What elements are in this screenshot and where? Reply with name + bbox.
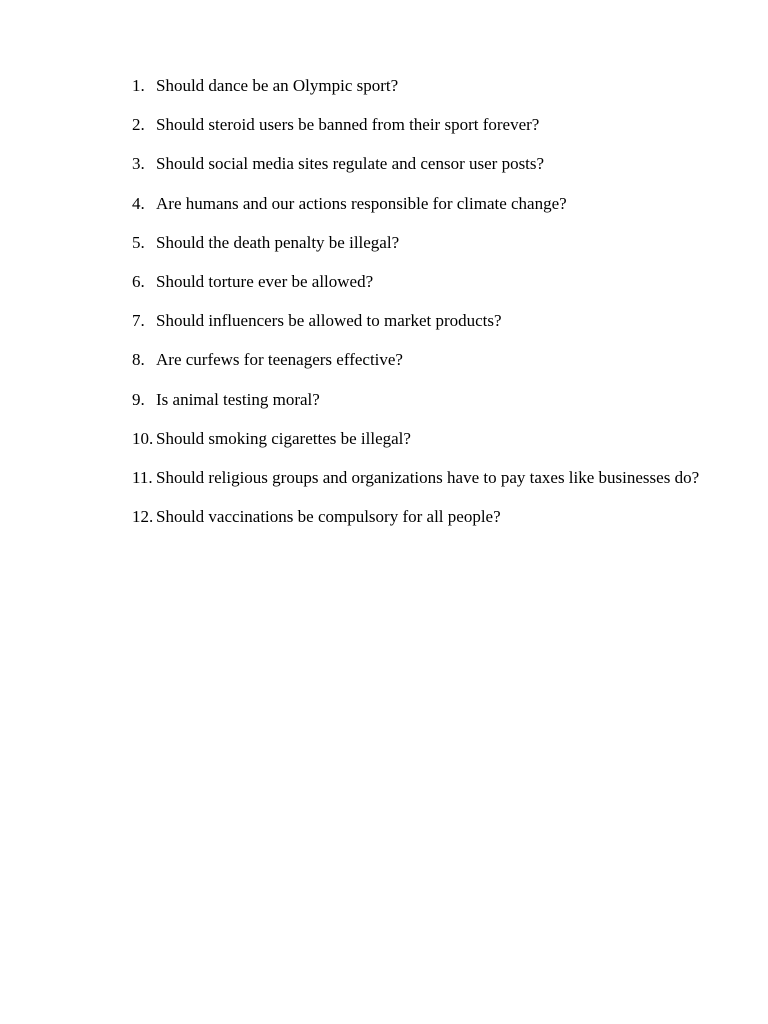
list-item [132, 262, 712, 301]
question-number: 4. [132, 193, 145, 213]
question-number: 1. [132, 76, 145, 95]
question-number: 10. [132, 428, 154, 448]
question-number: 2. [132, 115, 145, 135]
list-item [132, 458, 712, 497]
question-text: Should vaccinations be compulsory for all people? [156, 507, 501, 527]
list-item [132, 105, 712, 144]
question-number: 7. [132, 311, 145, 331]
question-text: Should religious groups and organizations have to pay taxes like businesses do? [156, 468, 700, 488]
question-text: Are curfews for teenagers effective? [156, 350, 403, 370]
question-number: 6. [132, 272, 145, 292]
list-item [132, 223, 712, 262]
question-text: Should dance be an Olympic sport? [156, 76, 399, 95]
question-list [132, 66, 712, 536]
list-item [132, 380, 712, 419]
question-number: 9. [132, 389, 145, 409]
list-item [132, 419, 712, 458]
question-number: 8. [132, 350, 145, 370]
list-item [132, 340, 712, 379]
question-text: Should the death penalty be illegal? [156, 232, 400, 252]
question-text: Should torture ever be allowed? [156, 272, 374, 292]
question-text: Should steroid users be banned from their sport forever? [156, 115, 540, 135]
question-text: Should social media sites regulate and censor user posts? [156, 154, 545, 174]
list-item [132, 184, 712, 223]
list-item [132, 301, 712, 340]
question-text: Should influencers be allowed to market products? [156, 311, 502, 331]
question-text: Should smoking cigarettes be illegal? [156, 428, 411, 448]
list-item [132, 497, 712, 536]
list-item [132, 144, 712, 183]
question-text: Are humans and our actions responsible for climate change? [156, 193, 567, 213]
question-number: 5. [132, 232, 145, 252]
question-number: 3. [132, 154, 145, 174]
list-item [132, 66, 712, 105]
question-number: 12. [132, 507, 154, 527]
question-number: 11. [132, 468, 153, 488]
question-text: Is animal testing moral? [156, 389, 320, 409]
